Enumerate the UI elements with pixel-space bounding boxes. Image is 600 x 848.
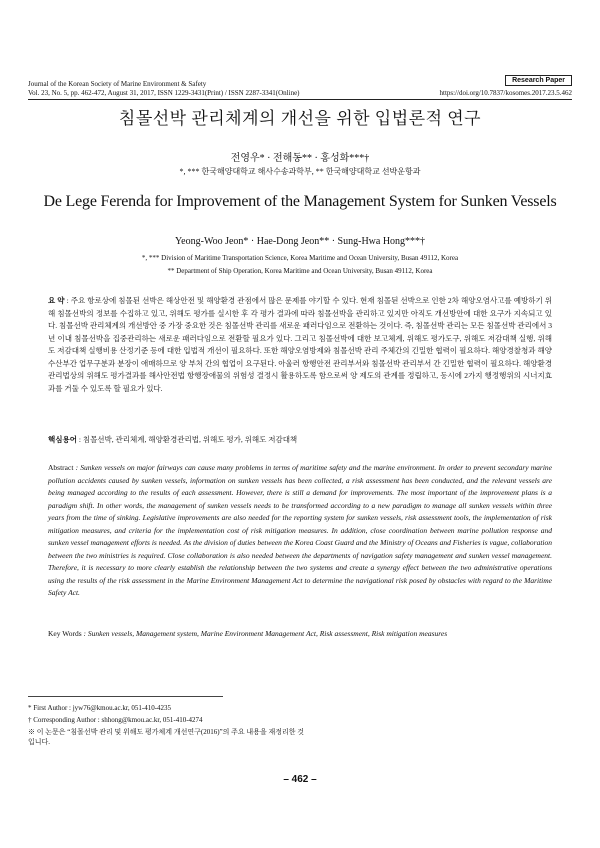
funding-note: ※ 이 논문은 “침몰선박 관리 및 위해도 평가체계 개선연구(2016)”의 주요 내용을 재정리한 것입니다. [28, 728, 305, 746]
header-rule [28, 99, 572, 100]
korean-keywords [48, 434, 552, 447]
english-abstract-label: Abstract [48, 463, 74, 472]
english-authors: Yeong-Woo Jeon* · Hae-Dong Jeon** · Sung-Hwa Hong***† [174, 236, 426, 247]
korean-authors: 전영우* · 전해동** · 홍성화***† [230, 153, 370, 164]
english-affiliation-2: ** Department of Ship Operation, Korea Maritime and Ocean University, Busan 49112, Korea [167, 267, 433, 275]
korean-title: 침몰선박 관리체계의 개선을 위한 입법론적 연구 [118, 109, 482, 128]
journal-info [28, 80, 300, 98]
first-author-footnote: * First Author : jyw76@kmou.ac.kr, 051-410-4235 [28, 704, 172, 712]
korean-affiliation: *, *** 한국해양대학교 해사수송과학부, ** 한국해양대학교 선박운항과 [179, 167, 421, 176]
corresponding-author-footnote: † Corresponding Author : shhong@kmou.ac.kr, 051-410-4274 [28, 716, 203, 724]
korean-keywords-label: 핵심용어 [48, 435, 77, 444]
english-abstract [48, 462, 552, 600]
english-abstract-text: : Sunken vessels on major fairways can cause many problems in terms of maritime safety and the marine environment. In order to prevent secondary marine pollution accidents caused by sunken vessels, information on sunken vessels has been collected, a risk assessment has been conducted, and the relevant vessels are being managed according to the results of each assessment. However, there is still a demand for improvements. The most important of the improvement plans is a paradigm shift. In other words, the management of sunken vessels needs to be transformed according to a new paradigm to manage all sunken vessels within three years from the time of sinking. Legislative improvements are also needed for the reporting system for sunken vessels, risk assessment tools, the implementation of risk mitigation measures, and criteria for the implementation cost of risk mitigation measures. In addition, close coordination between marine pollution response and sunken vessel management efforts is needed. As the division of duties between the Korea Coast Guard and the Ministry of Oceans and Fisheries is vague, collaboration between the two ministries is required. Close collaboration is also needed between the departments of navigation safety management and sunken vessel management. Therefore, it is necessary to more clearly establish the relationship between the two systems and create a synergy effect between the two administrative operations using the results of the risk assessment in the Marine Environment Management Act to determine the navigational risk posed by obstacles with regard to the Maritime Safety Act. [48, 463, 552, 597]
journal-name: Journal of the Korean Society of Marine Environment & Safety [28, 80, 207, 88]
journal-volume: Vol. 23, No. 5, pp. 462-472, August 31, 2017, ISSN 1229-3431(Print) / ISSN 2287-3341(Online) [28, 89, 300, 97]
english-keywords-text: : Sunken vessels, Management system, Marine Environment Management Act, Risk assessment, Risk mitigation measures [83, 629, 448, 638]
english-title: De Lege Ferenda for Improvement of the Management System for Sunken Vessels [43, 193, 557, 210]
english-affiliation-1: *, *** Division of Maritime Transportation Science, Korea Maritime and Ocean University, Busan 49112, Korea [141, 254, 459, 262]
footnote-rule [28, 696, 223, 697]
english-keywords-label: Key Words [48, 629, 82, 638]
page-number: – 462 – [283, 774, 317, 785]
english-keywords [48, 628, 552, 641]
article-type-badge: Research Paper [505, 75, 572, 86]
korean-keywords-text: : 침몰선박, 관리체계, 해양환경관리법, 위해도 평가, 위해도 저감대책 [78, 435, 298, 444]
doi-link[interactable]: https://doi.org/10.7837/kosomes.2017.23.5.462 [439, 89, 572, 97]
korean-abstract [48, 295, 552, 395]
korean-abstract-label: 요 약 [48, 296, 65, 305]
korean-abstract-text: : 주요 항로상에 침몰된 선박은 해상안전 및 해양환경 관점에서 많은 문제를 야기할 수 있다. 현재 침몰된 선박으로 인한 2차 해양오염사고를 예방하기 위해 침몰선박의 정보를 수집하고 있고, 위해도 평가를 실시한 후 각 평가 결과에 따라 침몰선박을 관리하고 있지만 아직도 개선방안에 대한 요구가 지속되고 있다. 침몰선박 관리체계의 개선방안 중 가장 중요한 것은 침몰선박 관리를 새로운 패러다임으로 전환하는 것이다. 즉, 침몰선박 관리는 모든 침몰선박 관리에서 3년 이내 침몰선박을 집중관리하는 새로운 패러다임으로 전환할 필요가 있다. 그리고 침몰선박에 대한 보고체계, 위해도 평가도구, 위해도 저감대책 실행, 위해도 저감대책 실행비용 산정기준 등에 대한 입법적 개선이 필요하다. 또한 해양오염방제와 침몰선박 관리 주체간의 긴밀한 협력이 필요하다. 해양경찰청과 해양수산부간 업무구분과 분장이 애매하므로 양 부처 간의 협업이 요구된다. 아울러 항행안전 관리부서와 침몰선박 관리부서 간 긴밀한 협력이 필요하다. 해양환경관리법상의 위해도 평가결과를 해사안전법 항행장애물의 위험성 결정시 활용하도록 함으로써 양 제도의 관계를 정립하고, 동시에 2가지 행정행위의 시너지효과를 거둘 수 있도록 할 필요가 있다. [48, 296, 553, 393]
